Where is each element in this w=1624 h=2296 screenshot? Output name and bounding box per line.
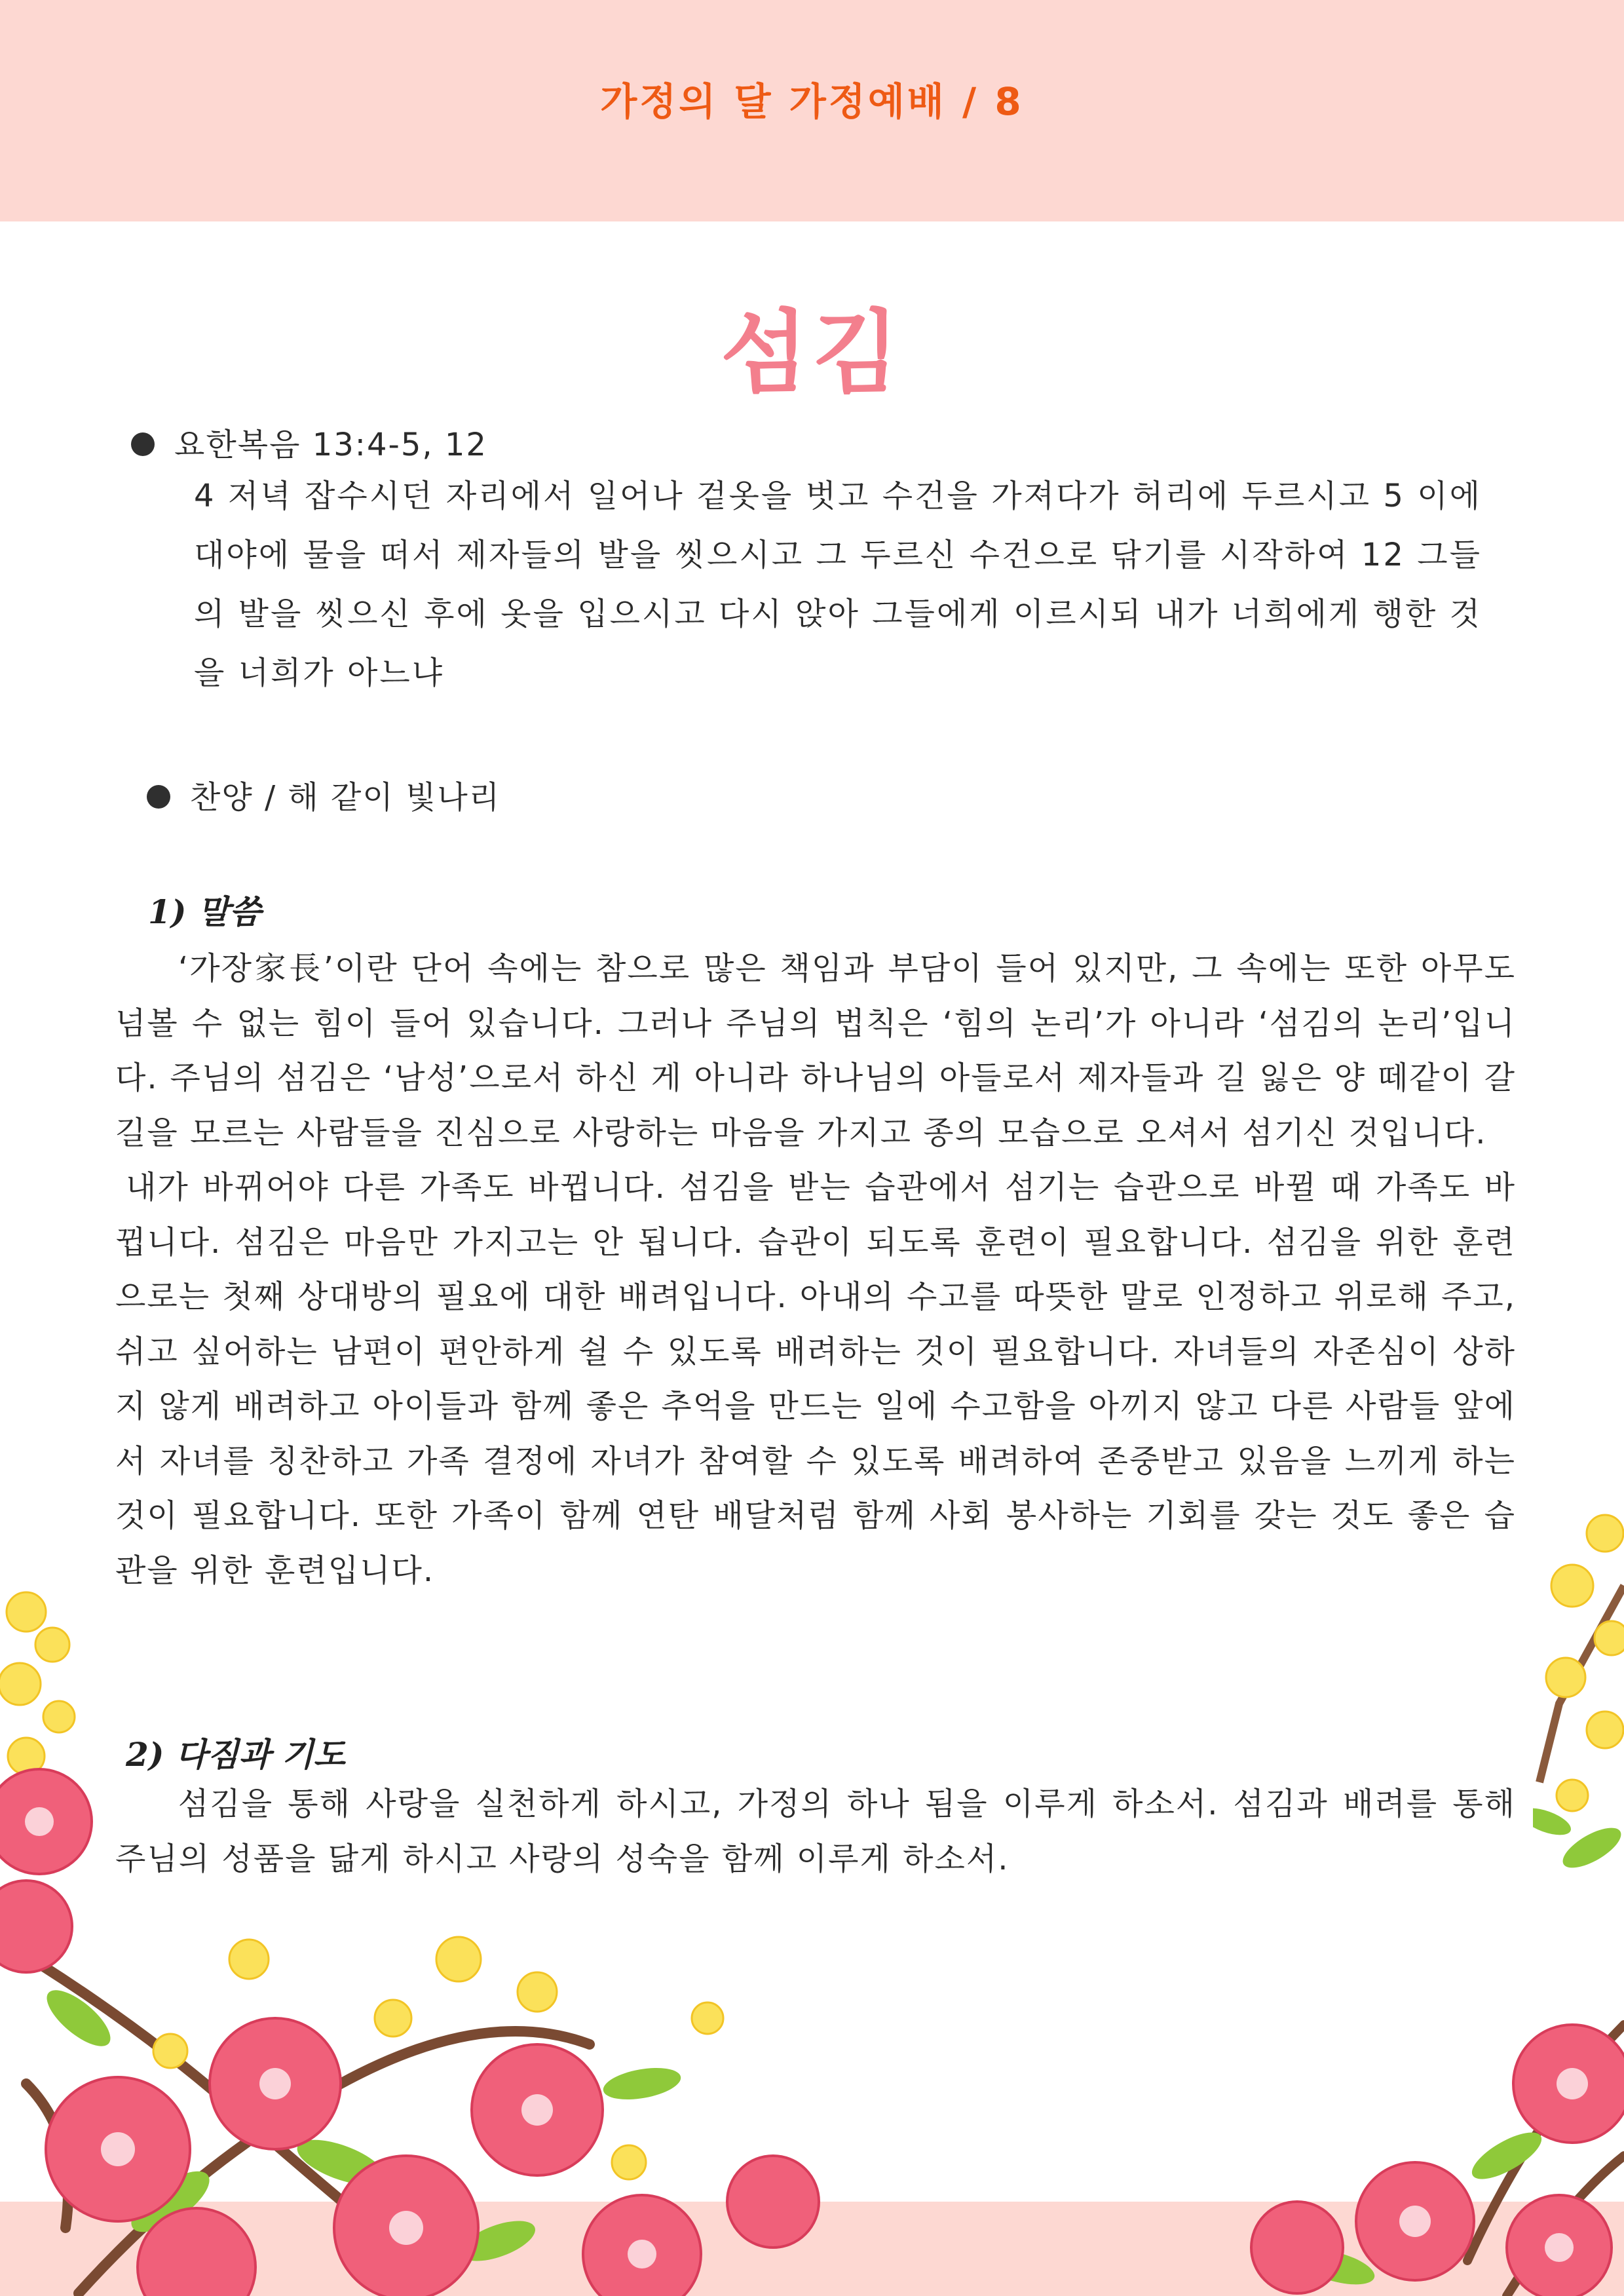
yellow-flowers-left-illustration (0, 1586, 105, 1835)
bullet-icon (147, 785, 170, 809)
scripture-reference-line (131, 419, 487, 465)
yellow-flowers-right-illustration (1533, 1507, 1624, 1874)
prayer-heading: 2) 다짐과 기도 (126, 1735, 345, 1774)
sermon-body (115, 942, 1516, 1598)
hymn-line (147, 772, 500, 817)
bottom-band (0, 2202, 1624, 2296)
scripture-reference: 요한복음 13:4-5, 12 (174, 427, 487, 463)
scripture-text: 4 저녁 잡수시던 자리에서 일어나 겉옷을 벗고 수건을 가져다가 허리에 두르시고 5 이에 대야에 물을 떠서 제자들의 발을 씻으시고 그 두르신 수건으로 닦기를 시작하여 12 그들의 발을 씻으신 후에 옷을 입으시고 다시 앉아 그들에게 이르시되 내가 너희에게 행한 것을 너희가 아느냐 (194, 478, 1482, 691)
sermon-paragraph: 내가 바뀌어야 다른 가족도 바뀝니다. 섬김을 받는 습관에서 섬기는 습관으로 바뀔 때 가족도 바뀝니다. 섬김은 마음만 가지고는 안 됩니다. 습관이 되도록 훈련이 필요합니다. 섬김을 위한 훈련으로는 첫째 상대방의 필요에 대한 배려입니다. 아내의 수고를 따뜻한 말로 인정하고 위로해 주고, 쉬고 싶어하는 남편이 편안하게 쉴 수 있도록 배려하는 것이 필요합니다. 자녀들의 자존심이 상하지 않게 배려하고 아이들과 함께 좋은 추억을 만드는 일에 수고함을 아끼지 않고 다른 사람들 앞에서 자녀를 칭찬하고 가족 결정에 자녀가 참여할 수 있도록 배려하여 존중받고 있음을 느끼게 하는 것이 필요합니다. 또한 가족이 함께 연탄 배달처럼 함께 사회 봉사하는 기회를 갖는 것도 좋은 습관을 위한 훈련입니다. (115, 1169, 1516, 1589)
prayer-body (115, 1777, 1516, 1886)
bullet-icon (131, 432, 155, 456)
hymn-text: 찬양 / 해 같이 빛나리 (190, 779, 501, 816)
header-title: 가정의 달 가정예배 / 8 (600, 79, 1024, 124)
sermon-paragraph: ‘가장家長’이란 단어 속에는 참으로 많은 책임과 부담이 들어 있지만, 그 속에는 또한 아무도 넘볼 수 없는 힘이 들어 있습니다. 그러나 주님의 법칙은 ‘힘의 논리’가 아니라 ‘섬김의 논리’입니다. 주님의 섬김은 ‘남성’으로서 하신 게 아니라 하나님의 아들로서 제자들과 길 잃은 양 떼같이 갈 길을 모르는 사람들을 진심으로 사랑하는 마음을 가지고 종의 모습으로 오셔서 섬기신 것입니다. (115, 950, 1516, 1151)
sermon-heading: 1) 말씀 (148, 892, 261, 931)
page-title: 섬김 (721, 300, 903, 406)
prayer-text: 섬김을 통해 사랑을 실천하게 하시고, 가정의 하나 됨을 이루게 하소서. 섬김과 배려를 통해 주님의 성품을 닮게 하시고 사랑의 성숙을 함께 이루게 하소서. (115, 1786, 1516, 1877)
